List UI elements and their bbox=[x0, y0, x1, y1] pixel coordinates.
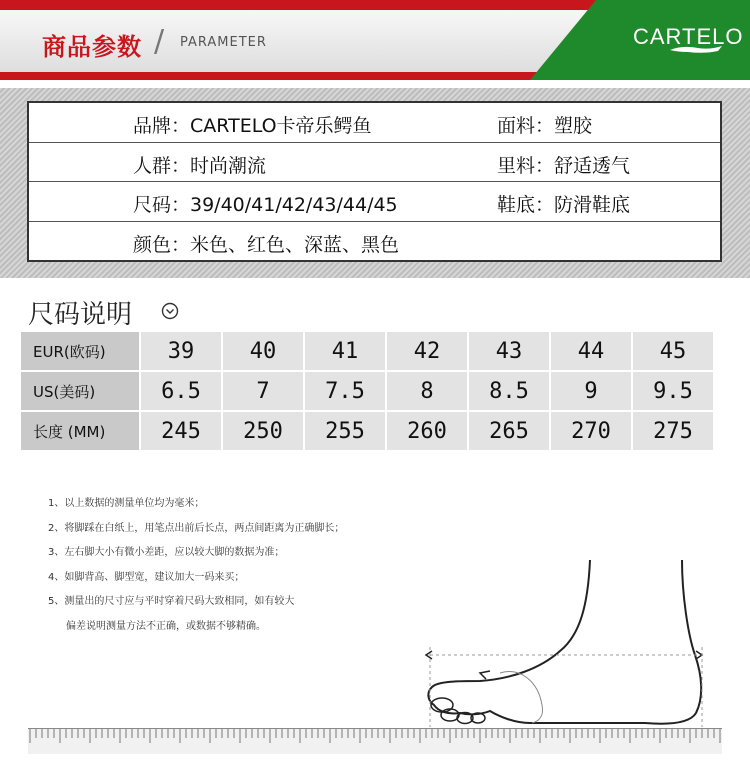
header-divider: / bbox=[154, 24, 165, 59]
size-cell: 270 bbox=[551, 412, 631, 450]
size-cell: 260 bbox=[387, 412, 467, 450]
size-cell: 265 bbox=[469, 412, 549, 450]
note-item: 1、以上数据的测量单位均为毫米； bbox=[48, 498, 205, 509]
params-row bbox=[29, 222, 720, 261]
size-cell: 7 bbox=[223, 372, 303, 410]
size-heading bbox=[28, 294, 132, 331]
param-colors: 颜色：米色、红色、深蓝、黑色 bbox=[133, 233, 400, 256]
param-sole: 鞋底：防滑鞋底 bbox=[497, 194, 631, 216]
size-cell: 41 bbox=[305, 332, 385, 370]
note-item: 2、将脚踩在白纸上，用笔点出前后长点，两点间距离为正确脚长； bbox=[48, 522, 345, 534]
size-row-us bbox=[21, 372, 729, 410]
size-cell: 275 bbox=[633, 412, 713, 450]
size-cell: 43 bbox=[469, 332, 549, 370]
size-row-eur bbox=[21, 332, 729, 370]
size-cell: 6.5 bbox=[141, 372, 221, 410]
param-brand: 品牌：CARTELO卡帝乐鳄鱼 bbox=[133, 115, 372, 137]
size-cell: 39 bbox=[141, 332, 221, 370]
header-title-en: PARAMETER bbox=[180, 35, 267, 50]
size-row-label: 长度 (MM) bbox=[21, 412, 139, 450]
note-item: 4、如脚背高、脚型宽，建议加大一码来买； bbox=[48, 571, 245, 583]
param-sizes: 尺码：39/40/41/42/43/44/45 bbox=[133, 194, 398, 216]
size-cell: 42 bbox=[387, 332, 467, 370]
note-item: 偏差说明测量方法不正确，或数据不够精确。 bbox=[66, 620, 266, 632]
crocodile-logo-icon bbox=[668, 44, 724, 54]
params-row bbox=[29, 182, 720, 222]
brand-logo: CARTELO bbox=[633, 24, 744, 49]
params-row bbox=[29, 103, 720, 143]
param-audience: 人群：时尚潮流 bbox=[133, 154, 267, 177]
size-cell: 8 bbox=[387, 372, 467, 410]
size-cell: 245 bbox=[141, 412, 221, 450]
size-table bbox=[21, 332, 729, 452]
header-banner bbox=[0, 0, 750, 80]
size-cell: 45 bbox=[633, 332, 713, 370]
size-row-label: US(美码) bbox=[21, 372, 139, 410]
note-item: 3、左右脚大小有微小差距，应以较大脚的数据为准； bbox=[48, 547, 285, 558]
params-table bbox=[27, 101, 722, 262]
header-title-cn: 商品参数 bbox=[42, 33, 142, 61]
size-row-length bbox=[21, 412, 729, 450]
size-cell: 9 bbox=[551, 372, 631, 410]
params-row bbox=[29, 143, 720, 183]
size-cell: 255 bbox=[305, 412, 385, 450]
foot-measure-illustration bbox=[420, 555, 720, 730]
size-row-label: EUR(欧码) bbox=[21, 332, 139, 370]
note-item: 5、测量出的尺寸应与平时穿着尺码大致相同，如有较大 bbox=[48, 596, 295, 607]
size-cell: 8.5 bbox=[469, 372, 549, 410]
measurement-notes bbox=[48, 492, 344, 639]
measuring-ruler bbox=[28, 728, 722, 754]
size-cell: 250 bbox=[223, 412, 303, 450]
param-material: 面料：塑胶 bbox=[497, 115, 593, 137]
size-cell: 44 bbox=[551, 332, 631, 370]
size-cell: 40 bbox=[223, 332, 303, 370]
chevron-down-circle-icon bbox=[161, 302, 179, 320]
param-lining: 里料：舒适透气 bbox=[497, 154, 631, 177]
size-heading-text: 尺码说明 bbox=[28, 300, 133, 330]
size-cell: 9.5 bbox=[633, 372, 713, 410]
size-cell: 7.5 bbox=[305, 372, 385, 410]
